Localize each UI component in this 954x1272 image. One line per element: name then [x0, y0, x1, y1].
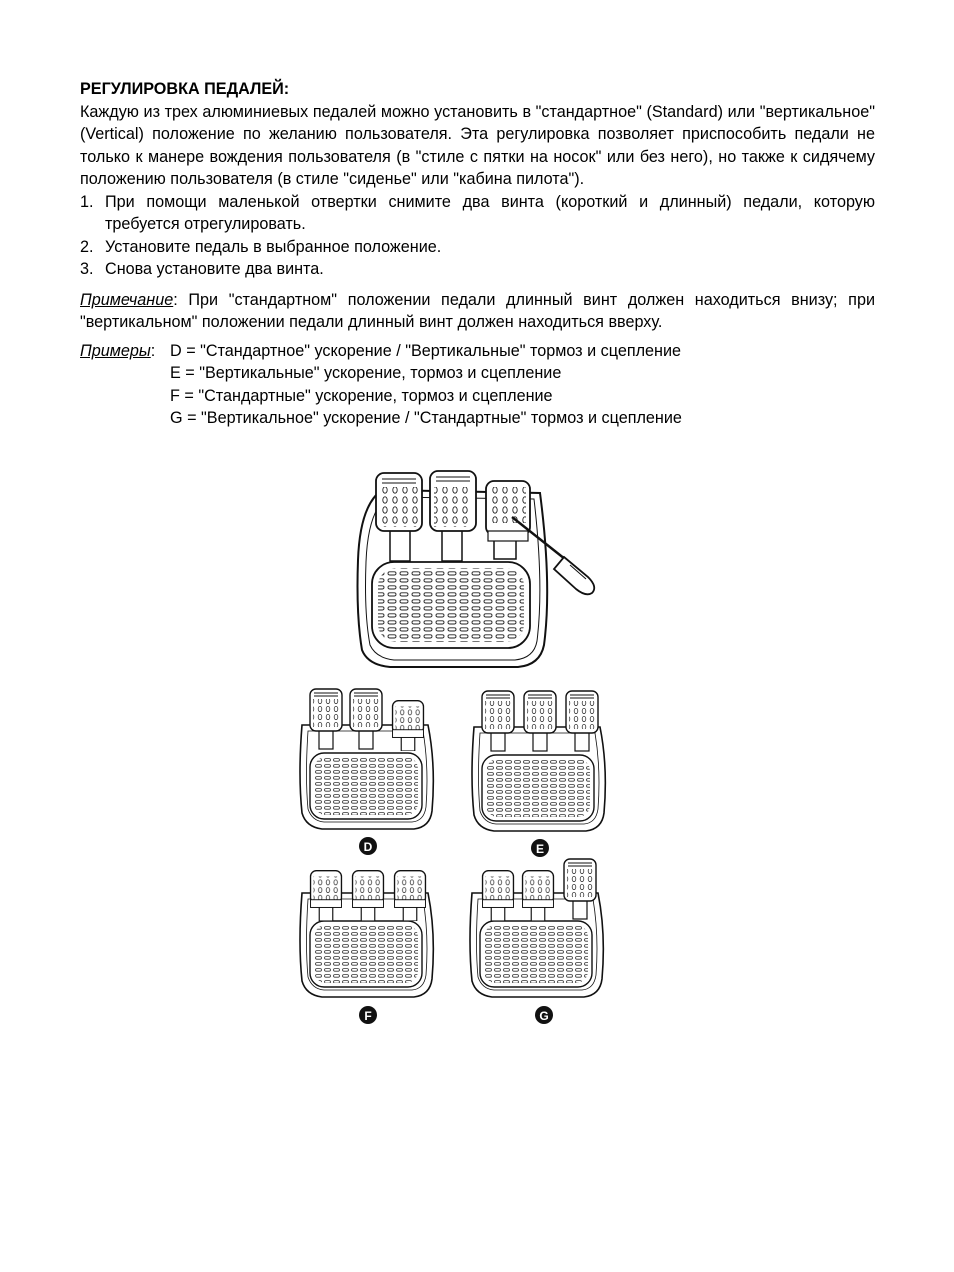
- list-item: [80, 236, 875, 259]
- note-label: Примечание: [80, 290, 174, 309]
- note-sep: :: [173, 290, 178, 309]
- examples-label: Примеры: [80, 341, 151, 360]
- examples-rows: [170, 340, 682, 430]
- example-row: G = "Вертикальное" ускорение / "Стандартные" тормоз и сцепление: [170, 409, 682, 427]
- badge-g-label: G: [539, 1009, 549, 1023]
- example-set-d: [300, 689, 433, 855]
- main-pedal-set: [358, 471, 595, 667]
- examples-label-wrap: [80, 340, 170, 430]
- pedal-illustration: [290, 465, 620, 1035]
- example-row: F = "Стандартные" ускорение, тормоз и сцепление: [170, 386, 553, 405]
- badge-f-label: F: [364, 1009, 372, 1023]
- step-number: 3.: [80, 260, 94, 278]
- example-set-e: [472, 691, 605, 857]
- badge-d-label: D: [363, 840, 373, 854]
- example-row: D = "Стандартное" ускорение / "Вертикальные" тормоз и сцепление: [170, 341, 682, 360]
- badge-e-label: E: [535, 842, 545, 856]
- step-number: 2.: [80, 237, 94, 256]
- steps-list: [80, 191, 875, 281]
- examples-sep: :: [150, 341, 156, 360]
- step-text: Снова установите два винта.: [105, 260, 324, 278]
- example-row: E = "Вертикальные" ускорение, тормоз и сцепление: [170, 364, 562, 382]
- step-number: 1.: [80, 192, 94, 211]
- examples-block: [80, 340, 875, 430]
- section-heading: РЕГУЛИРОВКА ПЕДАЛЕЙ:: [80, 80, 290, 98]
- intro-paragraph: Каждую из трех алюминиевых педалей можно установить в "стандартное" (Standard) или "вертикальное" (Vertical) положение по желанию пользователя. Эта регулировка позволяет приспособить педали не только к манере вождения пользователя (в "стиле с пятки на носок" или без него), но также к сидячему положению пользователя (в стиле "сиденье" или "кабина пилота").: [80, 102, 875, 188]
- note-text: При "стандартном" положении педали длинный винт должен находиться внизу; при "вертикальном" положении педали длинный винт должен находиться вверху.: [80, 290, 875, 331]
- list-item: [80, 191, 875, 236]
- list-item: [80, 258, 875, 281]
- note-paragraph: [80, 289, 875, 334]
- step-text: Установите педаль в выбранное положение.: [105, 237, 442, 256]
- text-block: [80, 78, 875, 430]
- step-text: При помощи маленькой отвертки снимите два винта (короткий и длинный) педали, которую требуется отрегулировать.: [105, 192, 875, 233]
- example-set-g: [470, 859, 603, 1024]
- example-set-f: [300, 871, 433, 1024]
